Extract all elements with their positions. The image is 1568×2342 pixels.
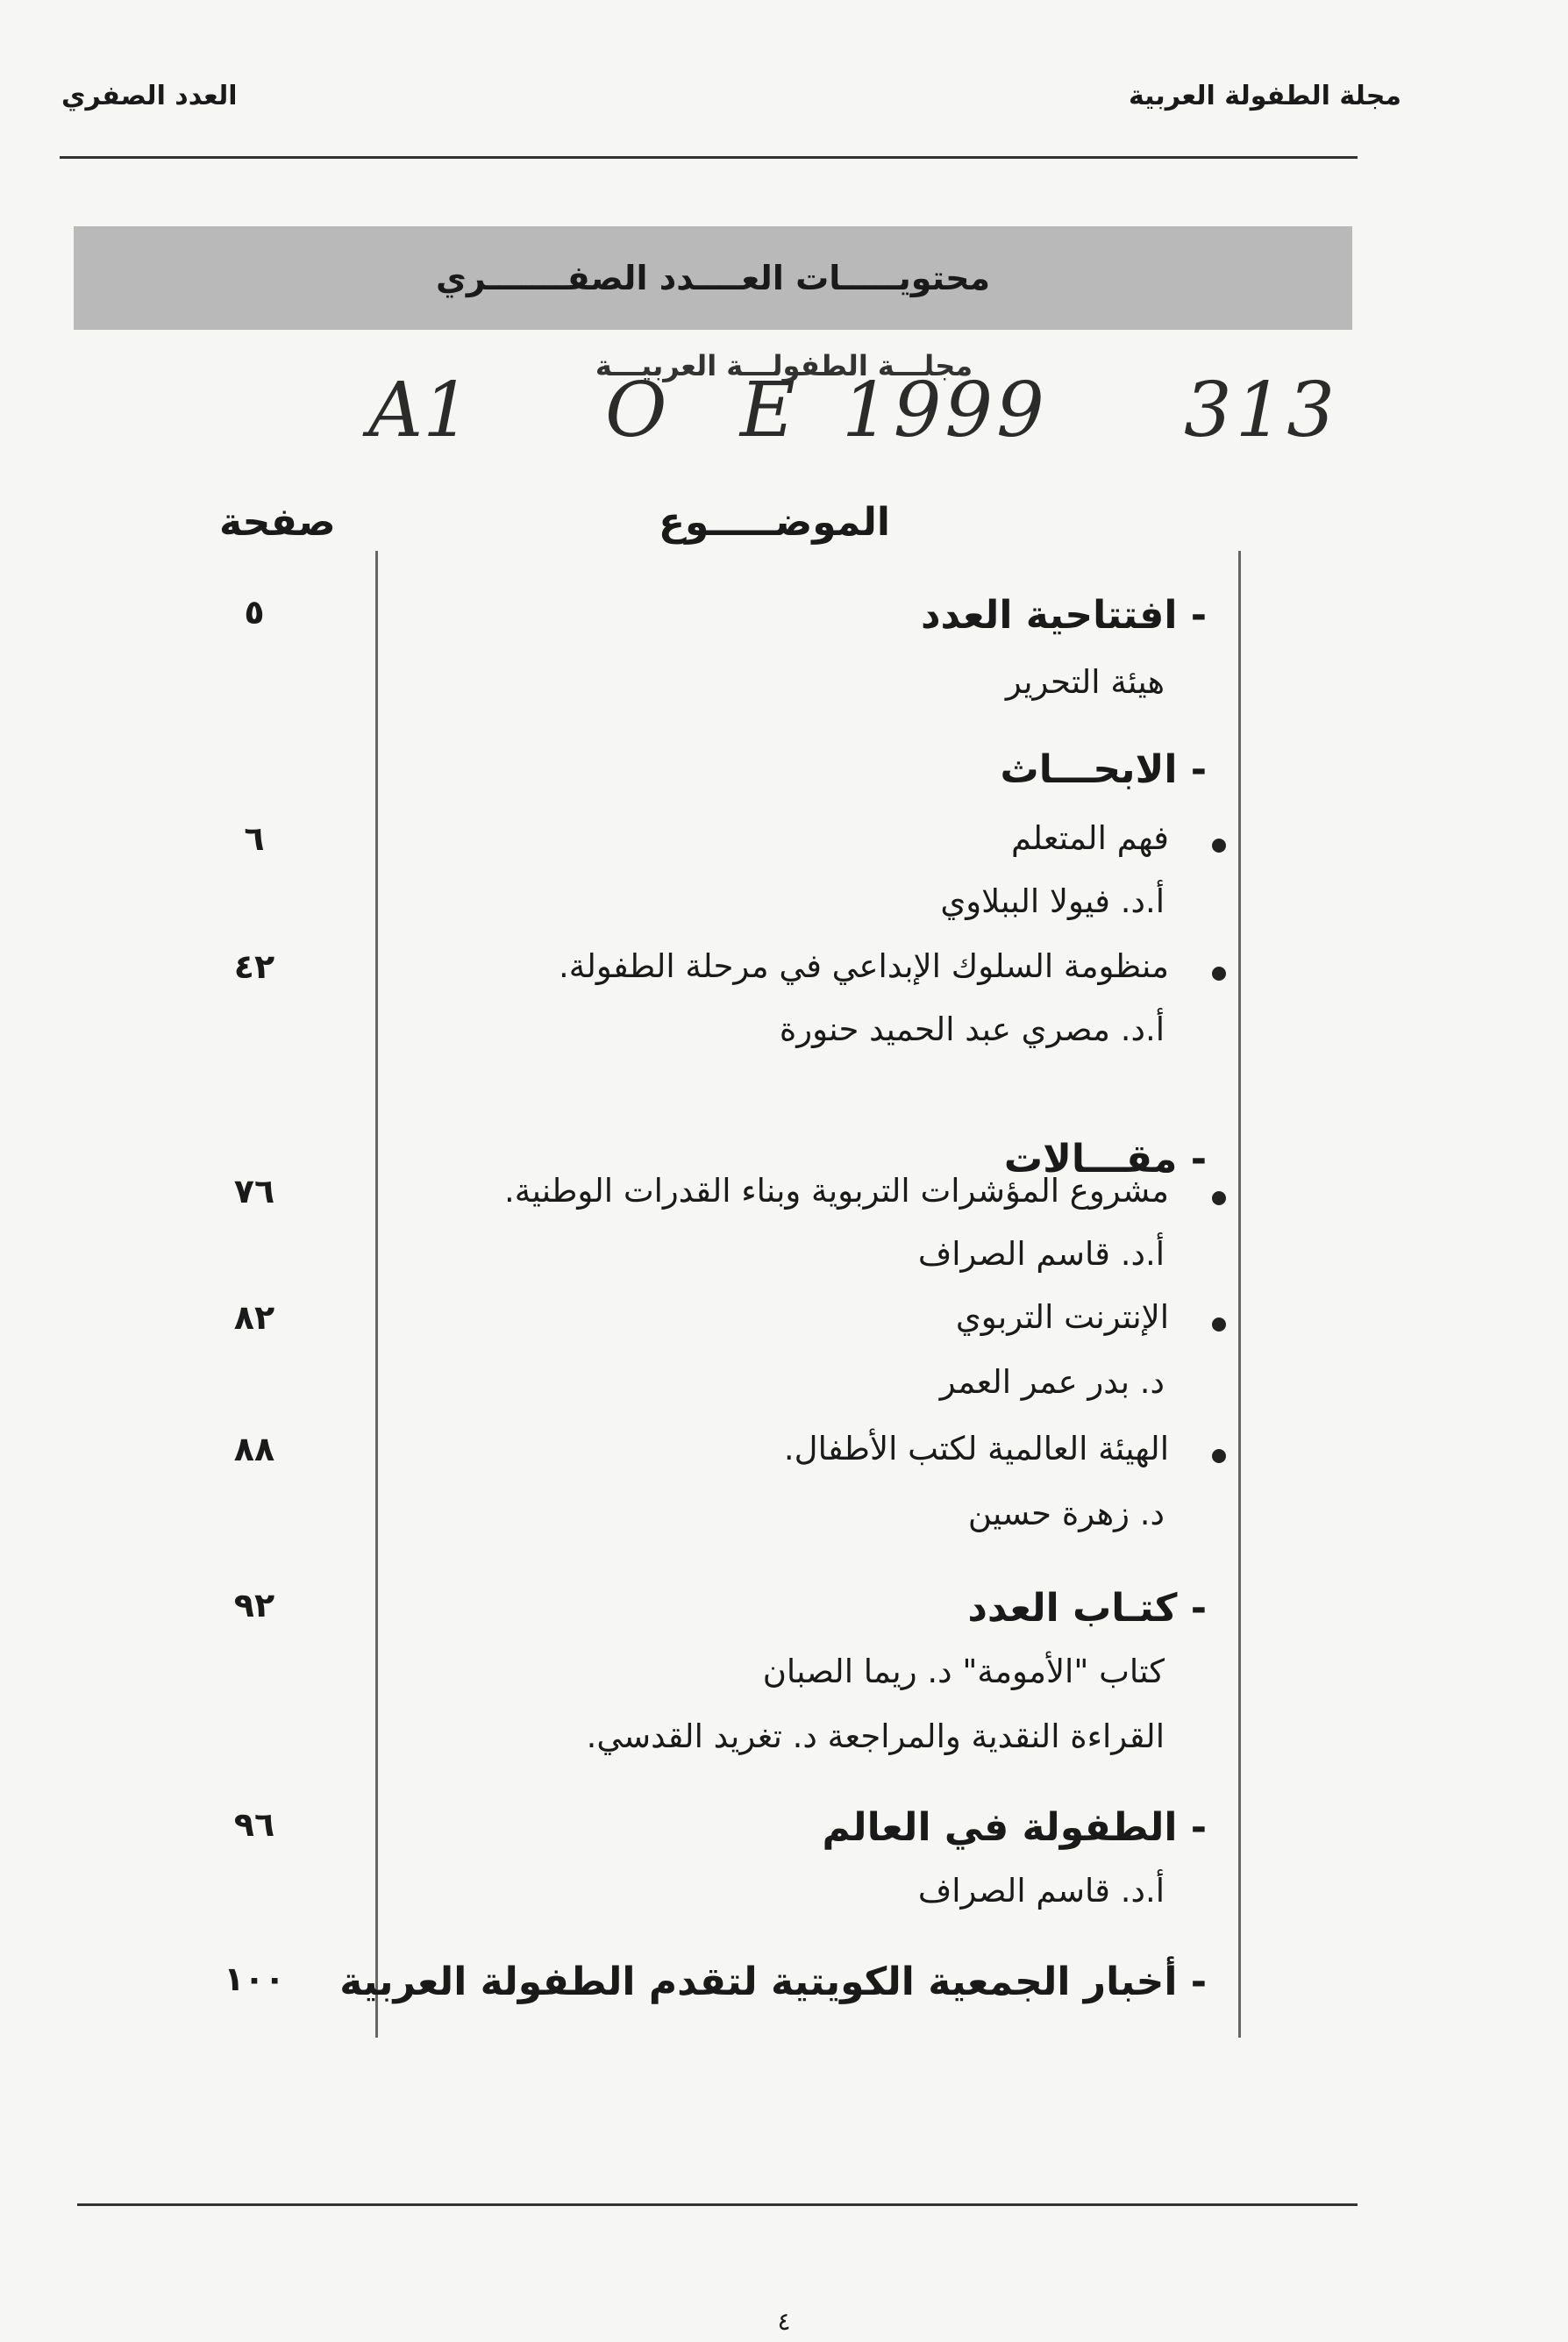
toc-item	[0, 819, 1568, 872]
toc-page-number: ٤٢	[233, 947, 275, 986]
toc-item-title: مشروع المؤشرات التربوية وبناء القدرات الوطنية.	[504, 1172, 1169, 1210]
toc-item	[0, 1298, 1568, 1351]
toc-author-name: د. بدر عمر العمر	[939, 1363, 1165, 1401]
bullet-icon	[1212, 839, 1226, 853]
toc-section	[0, 593, 1568, 646]
toc-page-number: ٦	[244, 819, 265, 858]
toc-author	[0, 663, 1568, 716]
toc-section-title: - الابحـــاث	[1000, 747, 1207, 792]
header-rule	[60, 156, 1358, 159]
toc-item-title: الهيئة العالمية لكتب الأطفال.	[783, 1430, 1169, 1467]
toc-author	[0, 882, 1568, 935]
toc-section	[0, 1586, 1568, 1639]
toc-page-number: ٩٦	[233, 1805, 275, 1844]
toc-item	[0, 947, 1568, 1000]
toc-page-number: ٥	[244, 593, 265, 632]
toc-page-number: ٨٢	[233, 1298, 275, 1337]
bullet-icon	[1212, 1317, 1226, 1332]
topic-column-heading: الموضـــــوع	[658, 500, 890, 545]
footer-rule	[77, 2203, 1358, 2206]
bullet-icon	[1212, 967, 1226, 981]
page-folio: ٤	[777, 2307, 791, 2336]
contents-title-band: محتويـــــات العــــدد الصفـــــــري	[74, 226, 1352, 330]
toc-section-title: - افتتاحية العدد	[920, 593, 1207, 638]
toc-author	[0, 1495, 1568, 1547]
toc-line	[0, 1717, 1568, 1770]
page-column-heading: صفحة	[219, 500, 336, 545]
toc-author	[0, 1235, 1568, 1288]
handwritten-note: O E	[605, 367, 820, 454]
toc-item-title: فهم المتعلم	[1011, 819, 1169, 857]
toc-author-name: أ.د. قاسم الصراف	[917, 1872, 1165, 1910]
toc-page-number: ١٠٠	[224, 1960, 285, 1998]
bullet-icon	[1212, 1449, 1226, 1463]
toc-section	[0, 1805, 1568, 1858]
toc-item-title: منظومة السلوك الإبداعي في مرحلة الطفولة.	[559, 947, 1169, 985]
toc-section-title: - أخبار الجمعية الكويتية لتقدم الطفولة العربية	[339, 1960, 1207, 2004]
running-header-journal: مجلة الطفولة العربية	[1128, 81, 1401, 111]
handwritten-note: 1999	[842, 367, 1048, 454]
bullet-icon	[1212, 1191, 1226, 1205]
handwritten-note: A1	[368, 367, 471, 454]
toc-author-name: د. زهرة حسين	[967, 1495, 1165, 1532]
toc-author-name: أ.د. فيولا الببلاوي	[940, 882, 1165, 920]
toc-author-name: أ.د. مصري عبد الحميد حنورة	[779, 1010, 1165, 1048]
running-header-issue: العدد الصفري	[61, 81, 238, 111]
toc-item	[0, 1172, 1568, 1225]
toc-author	[0, 1872, 1568, 1924]
toc-page-number: ٩٢	[233, 1586, 275, 1624]
contents-subtitle: مجلـــة الطفولـــة العربيـــة	[595, 349, 973, 382]
handwritten-note: 313	[1184, 367, 1339, 454]
toc-line-text: كتاب "الأمومة" د. ريما الصبان	[762, 1653, 1165, 1690]
toc-section-title: - كتـاب العدد	[967, 1586, 1207, 1631]
toc-section-title: - مقـــالات	[1003, 1137, 1207, 1182]
toc-section	[0, 747, 1568, 800]
toc-author-name: أ.د. قاسم الصراف	[917, 1235, 1165, 1273]
toc-page-number: ٧٦	[233, 1172, 275, 1210]
toc-line-text: القراءة النقدية والمراجعة د. تغريد القدسي.	[586, 1717, 1165, 1755]
toc-author-name: هيئة التحرير	[1005, 663, 1165, 701]
toc-author	[0, 1363, 1568, 1416]
toc-section-title: - الطفولة في العالم	[822, 1805, 1207, 1850]
toc-page-number: ٨٨	[233, 1430, 275, 1468]
toc-author	[0, 1010, 1568, 1063]
toc-item-title: الإنترنت التربوي	[955, 1298, 1169, 1336]
toc-item	[0, 1430, 1568, 1482]
toc-line	[0, 1653, 1568, 1705]
toc-section	[0, 1960, 1568, 2012]
